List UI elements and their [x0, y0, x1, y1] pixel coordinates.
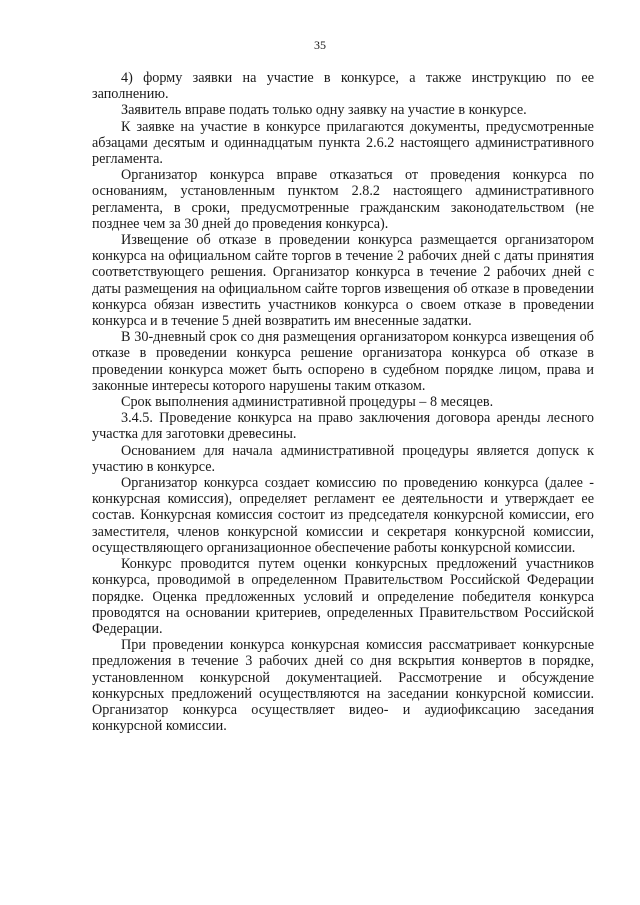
paragraph-procedure-term: Срок выполнения административной процедуры – 8 месяцев.: [121, 394, 494, 411]
paragraph-attached-documents: К заявке на участие в конкурсе прилагаются документы, предусмотренные абзацами десятым и одиннадцатым пункта 2.6.2 настоящего административного регламента.: [92, 118, 594, 168]
paragraph-procedure-basis: Основанием для начала административной процедуры является допуск к участию в конкурсе.: [92, 442, 594, 475]
paragraph-review: При проведении конкурса конкурсная комиссия рассматривает конкурсные предложения в течение 3 рабочих дней со дня вскрытия конвертов в порядке, установленном конкурсной документацией. Рассмотрение и обсуждение конкурсных предложений осуществляются на заседании конкурсной комиссии. Организатор конкурса осуществляет видео- и аудиофиксацию заседания конкурсной комиссии.: [92, 637, 594, 735]
paragraph-evaluation: Конкурс проводится путем оценки конкурсных предложений участников конкурса, проводимой в определенном Правительством Российской Федерации порядке. Оценка предложенных условий и определение победителя конкурса проводятся на основании критериев, определенных Правительством Российской Федерации.: [92, 556, 594, 637]
paragraph-refusal-right: Организатор конкурса вправе отказаться от проведения конкурса по основаниям, установленным пунктом 2.8.2 настоящего административного регламента, в сроки, предусмотренные гражданским законодательством (не позднее чем за 30 дней до проведения конкурса).: [92, 167, 594, 232]
paragraph-refusal-notice: Извещение об отказе в проведении конкурса размещается организатором конкурса на официальном сайте торгов в течение 2 рабочих дней с даты принятия соответствующего решения. Организатор конкурса в течение 2 рабочих дней с даты размещения на официальном сайте торгов извещения об отказе в проведении конкурса обязан известить участников конкурса о своем отказе в проведении конкурса и в течение 5 дней возвратить им внесенные задатки.: [92, 232, 594, 330]
paragraph-form-item: 4) форму заявки на участие в конкурсе, а также инструкцию по ее заполнению.: [92, 70, 594, 103]
page-number: 35: [314, 38, 326, 52]
paragraph-single-application: Заявитель вправе подать только одну заявку на участие в конкурсе.: [121, 102, 527, 119]
paragraph-commission: Организатор конкурса создает комиссию по проведению конкурса (далее - конкурсная комиссия), определяет регламент ее деятельности и утверждает ее состав. Конкурсная комиссия состоит из председателя конкурсной комиссии, его заместителя, членов конкурсной комиссии и секретаря конкурсной комиссии, осуществляющего организационное обеспечение работы конкурсной комиссии.: [92, 475, 594, 556]
paragraph-appeal: В 30-дневный срок со дня размещения организатором конкурса извещения об отказе в проведении конкурса решение организатора конкурса об отказе в проведении конкурса может быть оспорено в судебном порядке лицом, права и законные интересы которого нарушены таким отказом.: [92, 329, 594, 394]
document-body: [92, 70, 594, 734]
section-heading-3-4-5: 3.4.5. Проведение конкурса на право заключения договора аренды лесного участка для заготовки древесины.: [92, 410, 594, 443]
